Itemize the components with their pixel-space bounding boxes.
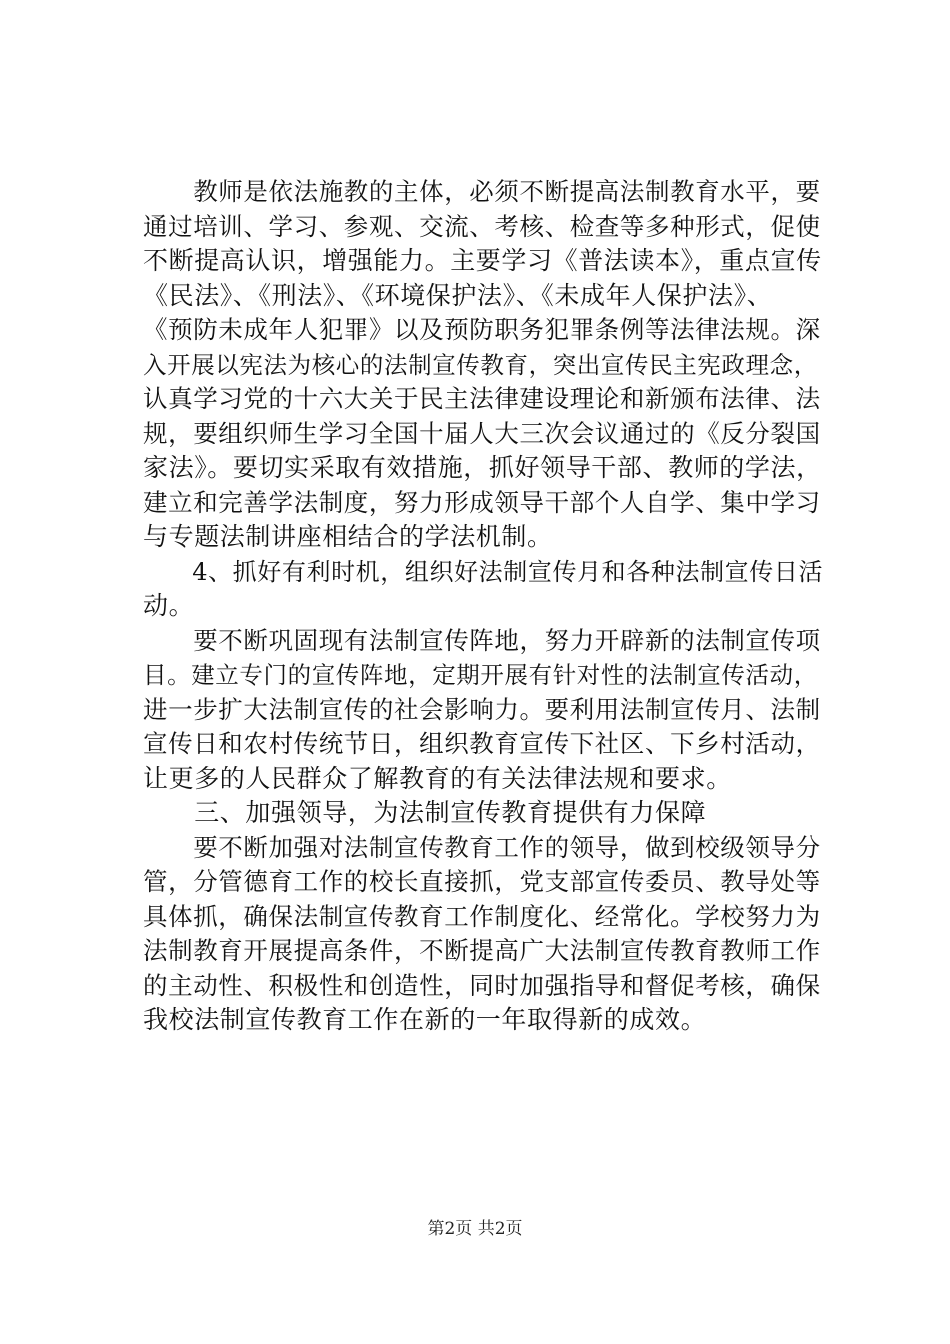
text-line: 家法》。要切实采取有效措施，抓好领导干部、教师的学法， [143,453,822,482]
text-line: 我校法制宣传教育工作在新的一年取得新的成效。 [143,1005,707,1034]
page-number-footer: 第2页 共2页 [427,1219,523,1239]
text-line: 教师是依法施教的主体，必须不断提高法制教育水平，要 [143,177,821,206]
text-line: 《民法》、《刑法》、《环境保护法》、《未成年人保护法》、 [143,280,773,310]
text-line: 要不断巩固现有法制宣传阵地，努力开辟新的法制宣传项 [143,625,821,655]
text-line: 让更多的人民群众了解教育的有关法律法规和要求。 [143,763,732,793]
text-line: 不断提高认识，增强能力。主要学习《普法读本》，重点宣传 [143,246,822,275]
text-line: 的主动性、积极性和创造性，同时加强指导和督促考核，确保 [143,970,821,1000]
text-line: 与专题法制讲座相结合的学法机制。 [143,522,553,551]
text-line: 管，分管德育工作的校长直接抓，党支部宣传委员、教导处等 [143,867,821,896]
text-line: 建立和完善学法制度，努力形成领导干部个人自学、集中学习 [143,487,821,517]
text-line: 目。建立专门的宣传阵地，定期开展有针对性的法制宣传活动， [143,661,818,689]
text-line: 通过培训、学习、参观、交流、考核、检查等多种形式，促使 [143,211,821,241]
text-line: 要不断加强对法制宣传教育工作的领导，做到校级领导分 [143,832,821,862]
text-line: 具体抓，确保法制宣传教育工作制度化、经常化。学校努力为 [143,901,821,931]
text-line: 宣传日和农村传统节日，组织教育宣传下社区、下乡村活动， [143,729,821,758]
text-line: 法制教育开展提高条件，不断提高广大法制宣传教育教师工作 [143,936,821,965]
text-line: 动。 [143,591,195,620]
text-line: 规，要组织师生学习全国十届人大三次会议通过的《反分裂国 [143,418,821,448]
text-line: 4、抓好有利时机，组织好法制宣传月和各种法制宣传日活 [143,557,824,586]
text-line: 认真学习党的十六大关于民主法律建设理论和新颁布法律、法 [143,384,821,413]
text-line: 入开展以宪法为核心的法制宣传教育，突出宣传民主宪政理念， [143,350,818,379]
text-line: 《预防未成年人犯罪》以及预防职务犯罪条例等法律法规。深 [143,315,821,344]
text-line: 进一步扩大法制宣传的社会影响力。要利用法制宣传月、法制 [143,694,821,724]
section-heading: 三、加强领导，为法制宣传教育提供有力保障 [143,798,707,827]
body-text [143,175,823,1038]
